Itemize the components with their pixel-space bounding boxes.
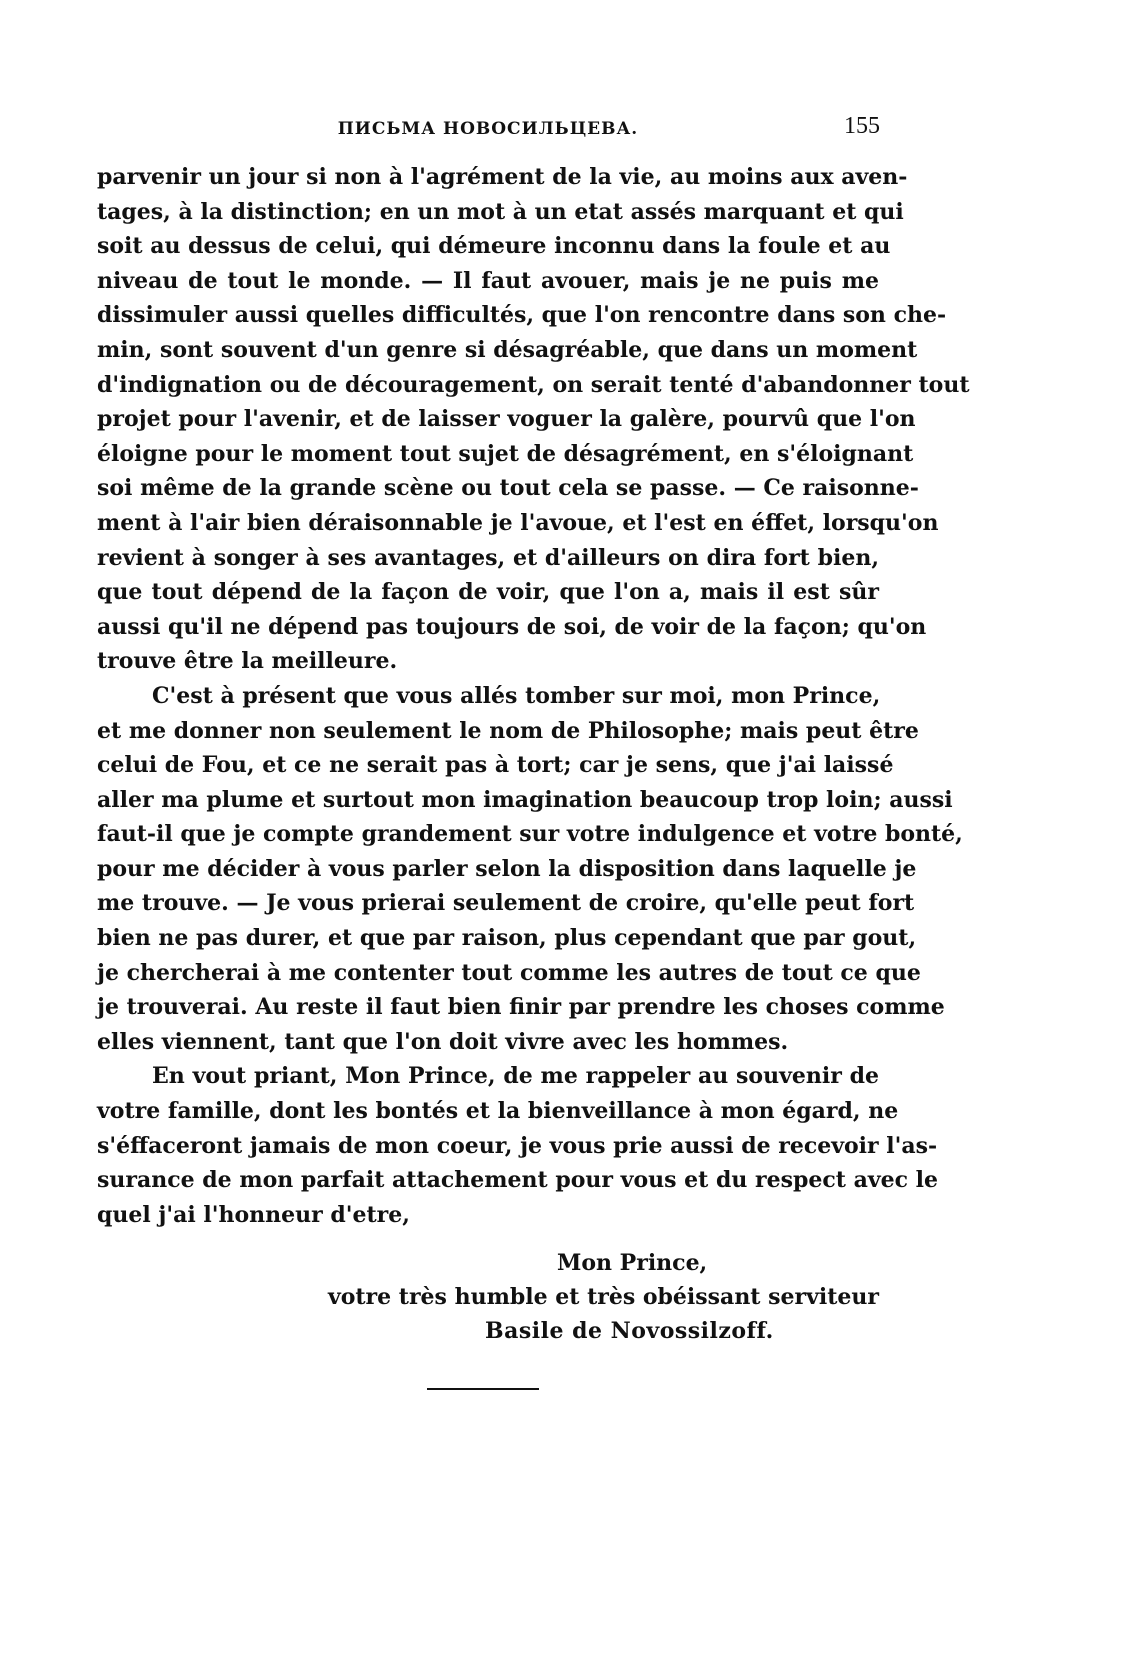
text-line: trouve être la meilleure. — [97, 648, 398, 675]
text-line: s'éffaceront jamais de mon coeur, je vous prie aussi de recevoir l'as- — [97, 1132, 938, 1159]
text-line: d'indignation ou de découragement, on serait tenté d'abandonner tout — [97, 371, 970, 398]
text-line: surance de mon parfait attachement pour vous et du respect avec le — [97, 1167, 939, 1194]
text-line: tages, à la distinction; en un mot à un etat assés marquant et qui — [97, 198, 904, 225]
text-line: aussi qu'il ne dépend pas toujours de soi, de voir de la façon; qu'on — [97, 613, 927, 640]
text-line: celui de Fou, et ce ne serait pas à tort; car je sens, que j'ai laissé — [97, 752, 894, 779]
text-line: C'est à présent que vous allés tomber sur moi, mon Prince, — [152, 682, 881, 709]
text-line: bien ne pas durer, et que par raison, plus cependant que par gout, — [97, 925, 917, 952]
text-line: que tout dépend de la façon de voir, que l'on a, mais il est sûr — [97, 579, 879, 606]
text-line: niveau de tout le monde. — Il faut avouer, mais je ne puis me — [97, 267, 879, 294]
text-line: je trouverai. Au reste il faut bien finir par prendre les choses comme — [97, 994, 945, 1021]
text-line: revient à songer à ses avantages, et d'ailleurs on dira fort bien, — [97, 544, 879, 571]
text-line: quel j'ai l'honneur d'etre, — [97, 1201, 410, 1228]
text-line: je chercherai à me contenter tout comme les autres de tout ce que — [97, 959, 921, 986]
text-line: En vout priant, Mon Prince, de me rappeler au souvenir de — [152, 1063, 879, 1090]
text-line: soit au dessus de celui, qui démeure inconnu dans la foule et au — [97, 233, 891, 260]
letter-body — [97, 160, 970, 1232]
text-line: et me donner non seulement le nom de Philosophe; mais peut être — [97, 717, 919, 744]
running-title: ПИСЬМА НОВОСИЛЬЦЕВА. — [337, 119, 639, 139]
signature: Basile de Novossilzoff. — [485, 1318, 774, 1344]
text-line: dissimuler aussi quelles difficultés, que l'on rencontre dans son che- — [97, 302, 947, 329]
section-divider — [427, 1388, 539, 1390]
text-line: soi même de la grande scène ou tout cela se passe. — Ce raisonne- — [97, 475, 919, 502]
text-line: elles viennent, tant que l'on doit vivre avec les hommes. — [97, 1028, 789, 1055]
closing-salutation: Mon Prince, — [557, 1250, 708, 1276]
text-line: ment à l'air bien déraisonnable je l'avoue, et l'est en éffet, lorsqu'on — [97, 509, 939, 536]
page-number: 155 — [844, 113, 880, 139]
running-head — [96, 113, 880, 143]
text-line: pour me décider à vous parler selon la disposition dans laquelle je — [97, 855, 917, 882]
text-line: faut-il que je compte grandement sur votre indulgence et votre bonté, — [97, 821, 963, 848]
text-line: parvenir un jour si non à l'agrément de la vie, au moins aux aven- — [97, 164, 908, 190]
text-line: min, sont souvent d'un genre si désagréable, que dans un moment — [97, 336, 918, 363]
text-line: éloigne pour le moment tout sujet de désagrément, en s'éloignant — [97, 440, 914, 467]
closing-subscription: votre très humble et très obéissant serviteur — [327, 1284, 879, 1310]
text-line: votre famille, dont les bontés et la bienveillance à mon égard, ne — [97, 1098, 899, 1125]
text-line: me trouve. — Je vous prierai seulement de croire, qu'elle peut fort — [97, 890, 915, 917]
letter-closing — [97, 1246, 879, 1348]
text-line: projet pour l'avenir, et de laisser voguer la galère, pourvû que l'on — [97, 406, 916, 433]
text-line: aller ma plume et surtout mon imagination beaucoup trop loin; aussi — [97, 786, 953, 813]
